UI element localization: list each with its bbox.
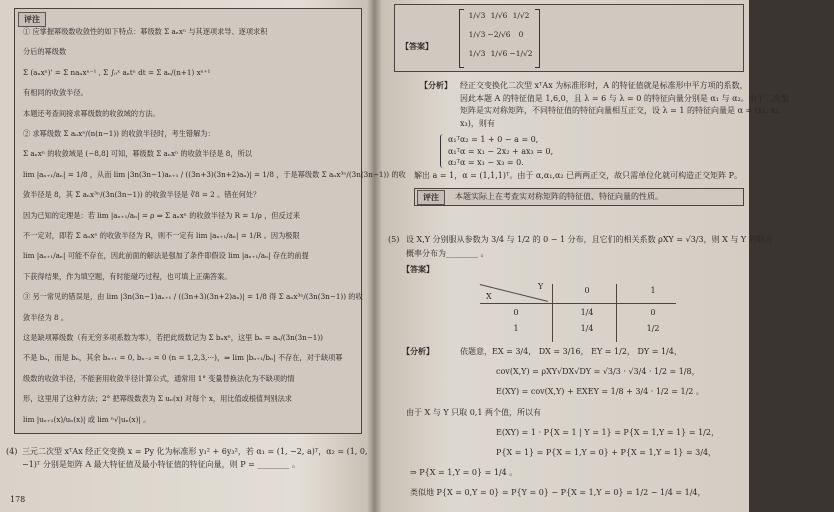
analysis-label-2: 【分析】 xyxy=(402,347,434,356)
matrix-entry: 1/√3 xyxy=(468,30,486,39)
answer-box xyxy=(394,4,744,72)
note-line: Σ (aₙxⁿ)' = Σ naₙxⁿ⁻¹ , Σ ∫₀ˣ aₙtⁿ dt = Σ aₙ/(n+1) xⁿ⁺¹ xyxy=(23,67,211,77)
left-page xyxy=(0,0,406,512)
analysis-line: x₃)，则有 xyxy=(460,118,495,128)
matrix-entry: 1/√3 xyxy=(468,11,486,20)
note-line: Σ aₙxⁿ 的收敛域是 (−8,8] 可知，幂级数 Σ aₙxⁿ 的收敛半径是 8，所以 xyxy=(23,149,252,159)
note-line: 本题还考查间接求幂级数的收敛域的方法。 xyxy=(23,108,160,118)
matrix-entry: −1/√2 xyxy=(509,49,533,58)
table-cell: 1/2 xyxy=(646,324,660,333)
question-4-line: 三元二次型 xᵀAx 经正交变换 x = Py 化为标准形 y₁² + 6y₃²，若 α₁ = (1, −2, a)ᵀ，α₂ = (1, 0, xyxy=(22,447,368,456)
note-line: 不一定对，即若 Σ aₙxⁿ 的收敛半径为 R，则不一定有 lim |aₙ₊₁/aₙ| = 1/R 。因为极限 xyxy=(23,231,300,240)
right-page xyxy=(376,0,789,512)
note-line: ① 应掌握幂级数收敛性的如下特点：幂级数 Σ aₙxⁿ 与其逐项求导、逐项求积 xyxy=(23,27,268,36)
note-label: 评注 xyxy=(18,12,46,27)
right-note-box xyxy=(414,188,744,206)
system-brace xyxy=(440,134,445,168)
analysis-line: 矩阵是实对称矩阵，不同特征值的特征向量相互正交，设 λ = 1 的特征向量是 α = (x₁, x₂, xyxy=(460,106,781,115)
question-5-line: 设 X,Y 分别服从参数为 3/4 与 1/2 的 0 − 1 分布，且它们的相关系数 ρXY = √3/3，则 X 与 Y 的联合 xyxy=(406,235,773,244)
answer-label-2: 【答案】 xyxy=(402,265,434,274)
matrix-entry: 1/√6 xyxy=(490,49,508,58)
table-x-label: X xyxy=(486,292,492,301)
note-line: 形，这里用了这种方法；2° 把幂级数表为 Σ uₙ(x) 对每个 x，用比值或根值判别法求 xyxy=(23,394,292,404)
matrix-left-bracket xyxy=(459,9,464,68)
table-y-label: Y xyxy=(538,282,544,291)
analysis-2-line: cov(X,Y) = ρXY√DX√DY = √3/3 · √3/4 · 1/2 = 1/8， xyxy=(496,367,700,377)
table-cell: 1/4 xyxy=(580,308,594,317)
left-note-box xyxy=(14,8,406,434)
table-col-header: 1 xyxy=(650,286,656,295)
analysis-2-line: 依题意，EX = 3/4， DX = 3/16， EY = 1/2， DY = 1/4， xyxy=(460,347,682,356)
note-line: 级数的收敛半径，不能套用收敛半径计算公式，通常用 1° 变量替换法化为不缺项的情 xyxy=(23,373,295,383)
note-line: lim |aₙ₊₁/aₙ| 可能不存在，因此前面的解法是强加了条件即假设 lim |aₙ₊₁/aₙ| 存在的前提 xyxy=(23,251,309,261)
equation-line: α₁ᵀα = x₁ − 2x₂ + ax₃ = 0, xyxy=(448,146,554,156)
matrix-entry: 1/√2 xyxy=(512,11,530,20)
matrix-entry: −2/√6 xyxy=(487,30,511,39)
note-line: 敛半径是 8，其 Σ aₙx³ⁿ/(3n(3n−1)) 的收敛半径是 ∛8 = 2 。错在何处？ xyxy=(23,190,261,200)
matrix-entry: 1/√3 xyxy=(468,49,486,58)
table-cell: 0 xyxy=(650,308,656,317)
table-row-header: 1 xyxy=(513,324,519,333)
page-number: 178 xyxy=(10,495,26,504)
matrix-entry: 1/√6 xyxy=(490,11,508,20)
equation-line: α₁ᵀα₂ = 1 + 0 − a = 0, xyxy=(448,135,539,144)
question-5-line: 概率分布为________ 。 xyxy=(406,249,489,258)
table-row-header: 0 xyxy=(513,308,519,317)
table-col-rule-2 xyxy=(616,284,617,342)
note-line: 分后的幂级数 xyxy=(23,47,67,57)
note-line: 有相同的收敛半径。 xyxy=(23,88,88,98)
note-line: lim |aₙ₊₁/aₙ| = 1/8 ，从而 lim |3n(3n−1)aₙ₊₁ / ((3n+3)(3n+2)aₙ)| = 1/8 ，于是幂级数 Σ aₙx³ⁿ/(3n(3n−1)) 的收 xyxy=(23,169,406,179)
note-line: 不是 bₙ，而是 bₙ，其余 bₙ₊₁ = 0, bₙ₋₂ = 0 (n = 1,2,3,···)，⇒ lim |bₙ₊₁/bₙ| 不存在，对于缺项幂 xyxy=(23,353,343,363)
answer-label: 【答案】 xyxy=(401,42,433,51)
question-4-number: (4) xyxy=(6,447,18,456)
analysis-2-line: E(XY) = 1 · P{X = 1 | Y = 1} = P{X = 1,Y = 1} = 1/2， xyxy=(496,427,719,437)
analysis-2-line: P{X = 1} = P{X = 1,Y = 0} + P{X = 1,Y = 1} = 3/4， xyxy=(496,448,717,457)
note-line: lim |uₙ₊₁(x)/uₙ(x)| 或 lim ⁿ√|uₙ(x)| 。 xyxy=(23,414,151,424)
analysis-line: 经正交变换化二次型 xᵀAx 为标准形时，A 的特征值就是标准形中平方项的系数， xyxy=(460,81,748,90)
matrix-entry: 0 xyxy=(518,30,524,39)
analysis-line: 因此本题 A 的特征值是 1,6,0，且 λ = 6 与 λ = 0 的特征向量分别是 α₁ 与 α₂。由于二次型 xyxy=(460,93,789,103)
table-top-rule xyxy=(480,303,676,304)
analysis-2-line: ⇒ P{X = 1,Y = 0} = 1/4 。 xyxy=(410,468,518,478)
analysis-2-line: 类似地 P{X = 0,Y = 0} = P{Y = 0} − P{X = 1,Y = 0} = 1/2 − 1/4 = 1/4， xyxy=(410,488,706,498)
question-4-line: −1)ᵀ 分别是矩阵 A 最大特征值及最小特征值的特征向量，则 P = ________ 。 xyxy=(22,460,300,469)
analysis-2-line: 由于 X 与 Y 只取 0,1 两个值，所以有 xyxy=(406,407,541,417)
right-note-label: 评注 xyxy=(417,190,445,205)
equation-line: α₂ᵀα = x₁ − x₃ = 0. xyxy=(448,158,524,167)
question-5-number: (5) xyxy=(388,235,400,244)
right-note-text: 本题实际上在考查实对称矩阵的特征值、特征向量的性质。 xyxy=(455,192,663,201)
analysis-label: 【分析】 xyxy=(420,81,452,90)
note-line: 敛半径为 8 。 xyxy=(23,312,69,322)
note-line: 这是缺项幂级数（有无穷多项系数为零），若把此级数记为 Σ bₙxⁿ，这里 bₙ = aₙ/(3n(3n−1)) xyxy=(23,333,323,342)
note-line: ② 求幂级数 Σ aₙxⁿ/(n(n−1)) 的收敛半径时，考生错解为： xyxy=(23,129,215,138)
table-col-header: 0 xyxy=(584,286,590,295)
analysis-2-line: E(XY) = cov(X,Y) + EXEY = 1/8 + 3/4 · 1/2 = 1/2 。 xyxy=(496,387,704,397)
solve-line: 解出 a = 1，α = (1,1,1)ᵀ。由于 α,α₁,α₂ 已两两正交，故只需单位化就可构造正交矩阵 P。 xyxy=(414,171,743,180)
matrix-right-bracket xyxy=(535,9,540,68)
note-line: 下获得结果，作为填空题，有时能碰巧过程，也可填上正确答案。 xyxy=(23,271,232,281)
table-cell: 1/4 xyxy=(580,324,594,333)
note-line: ③ 另一常见的错误是，由 lim |3n(3n−1)aₙ₊₁ / ((3n+3)(3n+2)aₙ)| = 1/8 得 Σ aₙx³ⁿ/(3n(3n−1)) 的收 xyxy=(23,292,363,302)
note-line: 因为已知的定理是：若 lim |aₙ₊₁/aₙ| = ρ ⇒ Σ aₙxⁿ 的收敛半径为 R = 1/ρ ，但反过来 xyxy=(23,210,301,220)
table-col-rule xyxy=(552,284,553,342)
